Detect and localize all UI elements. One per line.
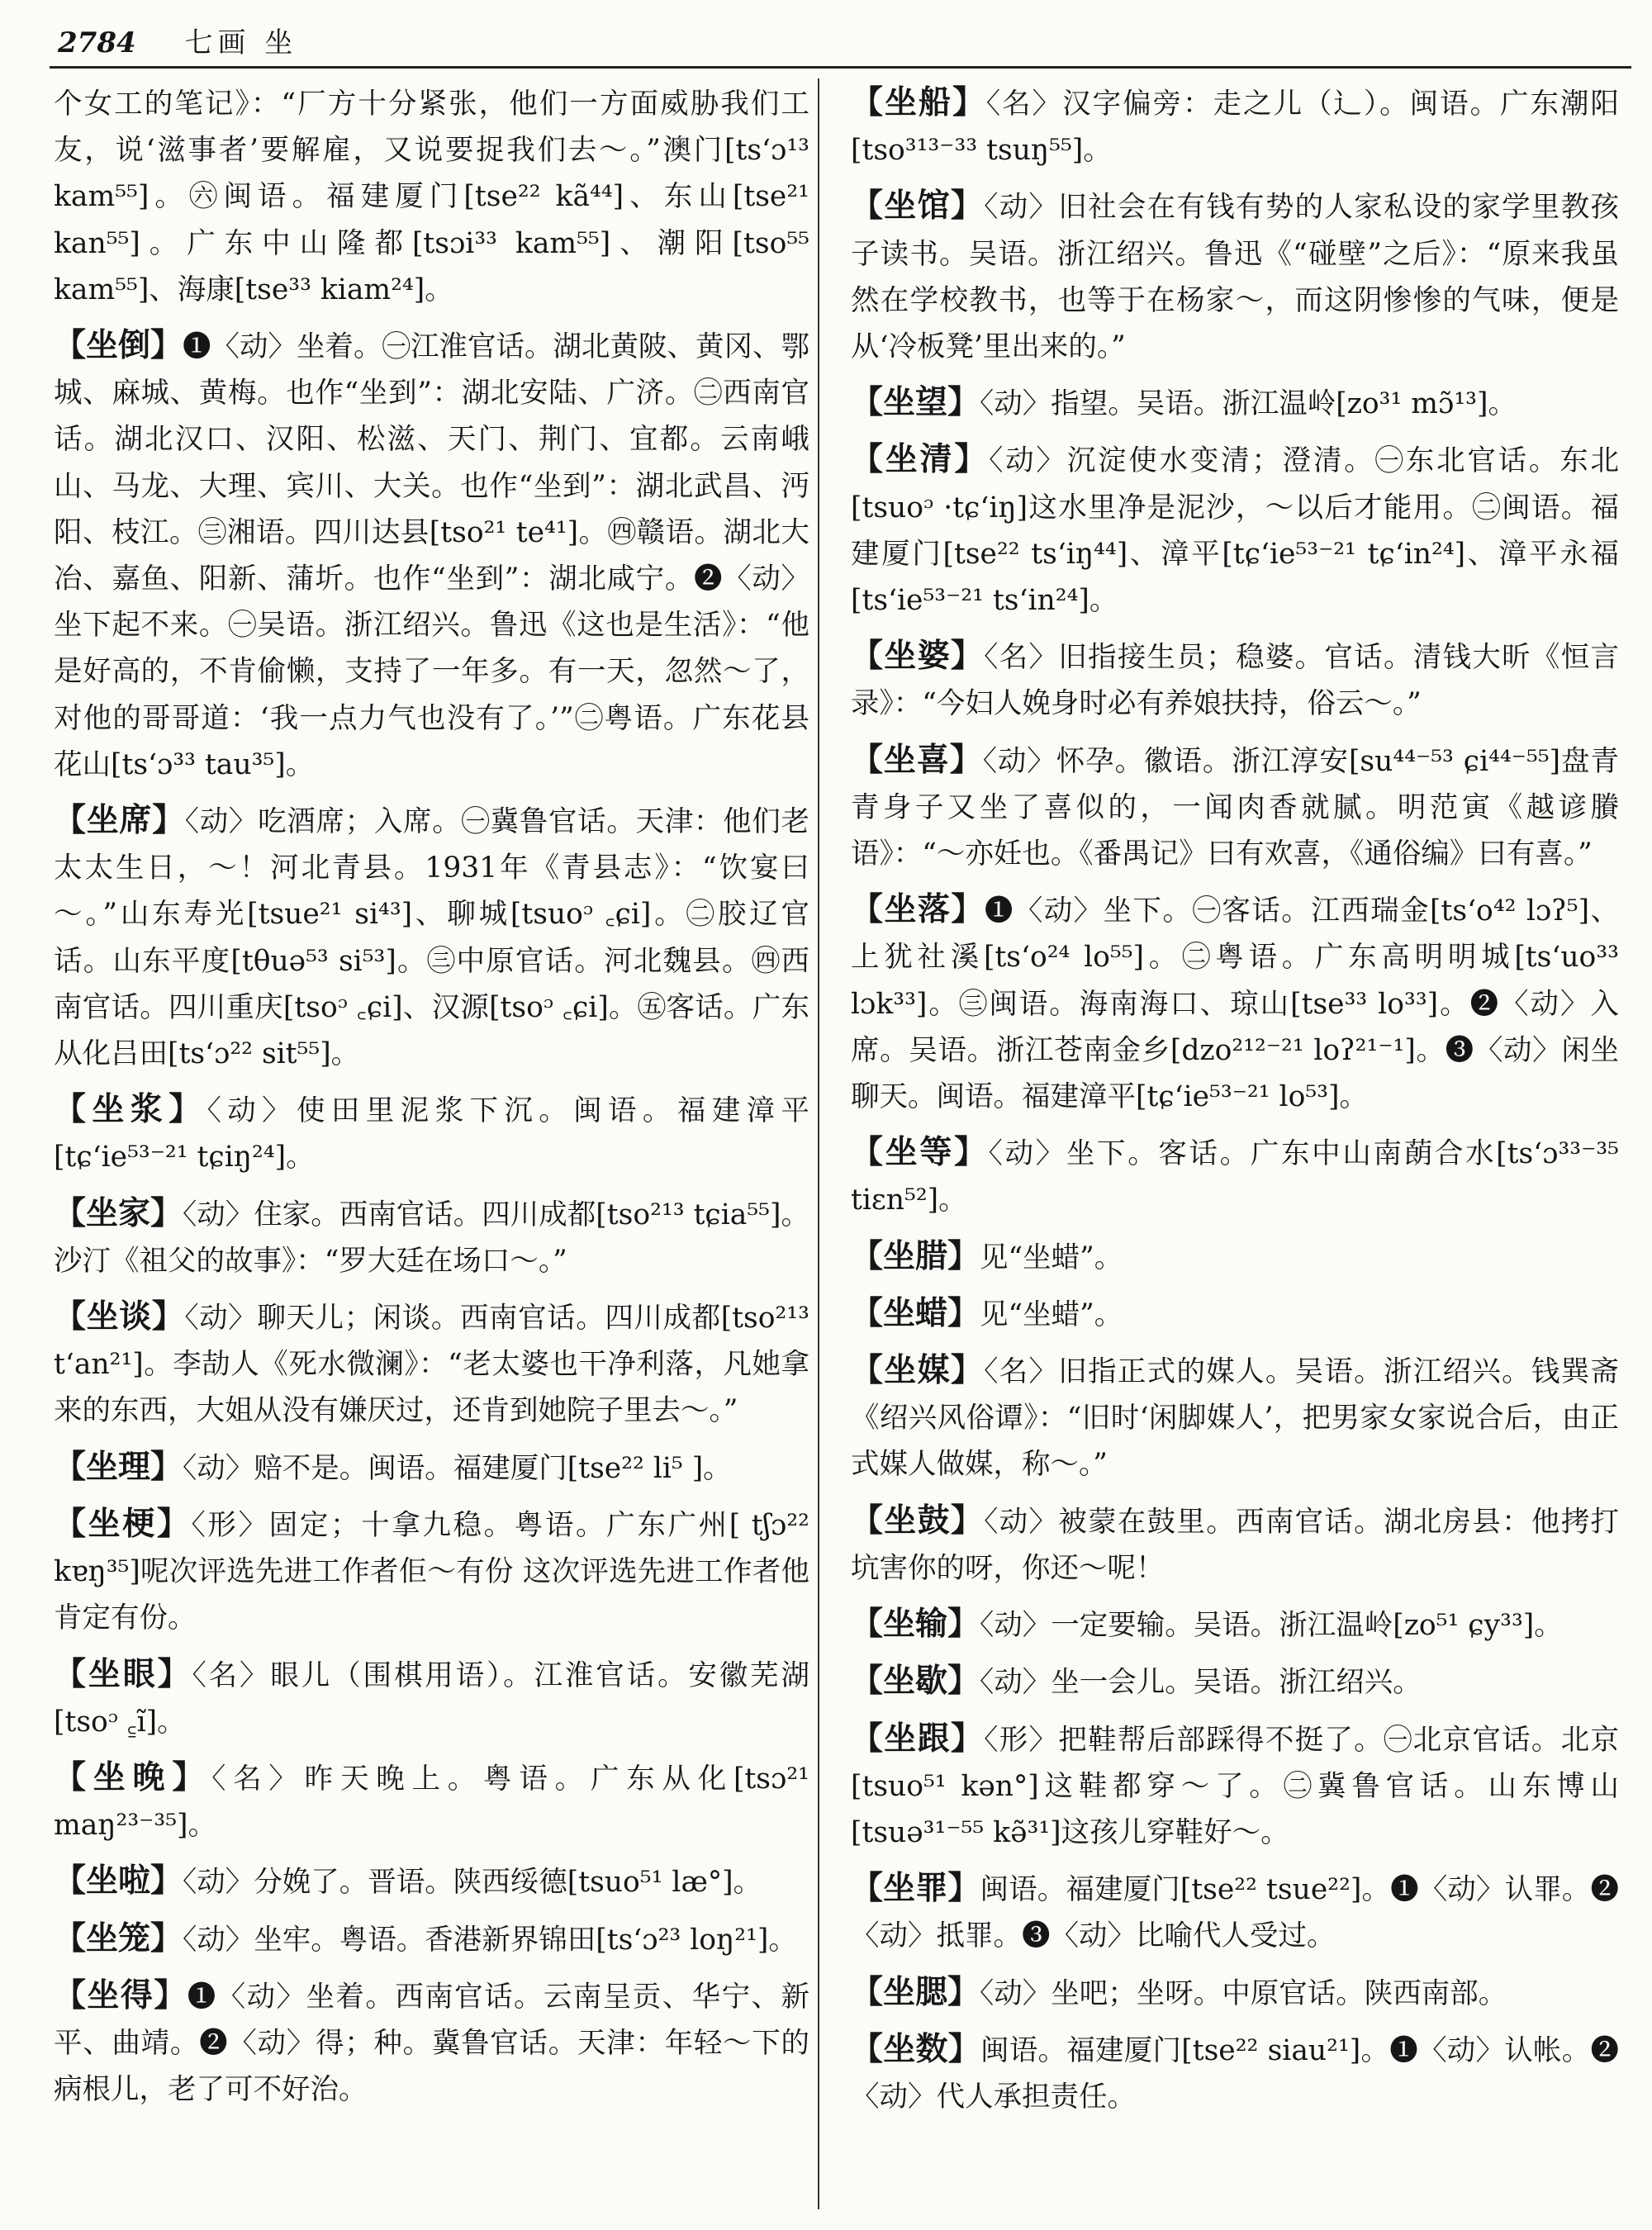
entry-headword: 【坐晚】 [54, 1758, 212, 1796]
entry-body: 见“坐蜡”。 [980, 1298, 1123, 1331]
right-column [851, 79, 1619, 2218]
dictionary-entry [851, 2026, 1619, 2120]
entry-headword: 【坐席】 [54, 801, 185, 840]
dictionary-entry [851, 1969, 1619, 2017]
entry-body: 〈动〉旧社会在有钱有势的人家私设的家学里教孩子读书。吴语。浙江绍兴。鲁迅《“碰壁”之后》：“原来我虽然在学校教书，也等于在杨家～，而这阴惨惨的气味，便是从‘冷板凳’里出来的。” [851, 191, 1619, 364]
dictionary-entry [54, 1293, 809, 1435]
entry-headword: 【坐梗】 [54, 1504, 192, 1543]
entry-headword: 【坐浆】 [54, 1090, 207, 1129]
entry-headword: 【坐数】 [851, 2029, 981, 2068]
entry-headword: 【坐输】 [851, 1605, 980, 1644]
entry-headword: 【坐谈】 [54, 1298, 185, 1336]
entry-body: 〈动〉吃酒席；入席。㊀冀鲁官话。天津：他们老太太生日，～！河北青县。1931年《青县志》：“饮宴曰～。”山东寿光[tsue²¹ si⁴³]、聊城[tsuoᵓ ꜀ɕi]。㊁胶辽官话。山东平度[tθuə⁵³ si⁵³]。㊂中原官话。河北魏县。㊃西南官话。四川重庆[tsoᵓ ꜀ɕi]、汉源[tsoᵓ ꜀ɕi]。㊄客话。广东从化吕田[ts‘ɔ²² sit⁵⁵]。 [54, 805, 809, 1071]
dictionary-entry [54, 797, 809, 1077]
entry-body: 闽语。福建厦门[tse²² tsue²²]。❶〈动〉认罪。❷〈动〉抵罪。❸〈动〉比喻代人受过。 [851, 1873, 1619, 1953]
entry-body: 〈动〉聊天儿；闲谈。西南官话。四川成都[tso²¹³ t‘an²¹]。李劼人《死水微澜》：“老太婆也干净利落，凡她拿来的东西，大姐从没有嫌厌过，还肯到她院子里去～。” [54, 1302, 809, 1428]
dictionary-entry [851, 79, 1619, 173]
entry-body: 〈动〉被蒙在鼓里。西南官话。湖北房县：他拷打坑害你的呀，你还～呢！ [851, 1505, 1619, 1585]
entry-headword: 【坐得】 [54, 1976, 188, 2014]
entry-body: 〈动〉住家。西南官话。四川成都[tso²¹³ tɕia⁵⁵]。沙汀《祖父的故事》：“罗大廷在场口～。” [54, 1198, 809, 1278]
dictionary-entry [851, 183, 1619, 370]
header-rule [50, 66, 1631, 69]
dictionary-entry [851, 1658, 1619, 1706]
entry-body: 〈形〉固定；十拿九稳。粤语。广东广州[ tʃɔ²² kɐŋ³⁵]呢次评选先进工作者佢～有份 这次评选先进工作者他肯定有份。 [54, 1508, 809, 1635]
section-title: 七画 坐 [184, 26, 298, 59]
entry-headword: 【坐等】 [851, 1133, 989, 1172]
entry-body: ❶〈动〉坐着。西南官话。云南呈贡、华宁、新平、曲靖。❷〈动〉得；种。冀鲁官话。天津：年轻～下的病根儿，老了可不好治。 [54, 1980, 809, 2107]
entry-headword: 【坐跟】 [851, 1719, 985, 1758]
entry-headword: 【坐笼】 [54, 1919, 183, 1957]
entry-body: 〈名〉眼儿（围棋用语）。江淮官话。安徽芜湖[tsoᵓ ꜁ĩ]。 [54, 1658, 809, 1739]
dictionary-entry [54, 1915, 809, 1963]
entry-body: 见“坐蜡”。 [980, 1241, 1123, 1274]
entry-body: 〈动〉怀孕。徽语。浙江淳安[su⁴⁴⁻⁵³ ɕi⁴⁴⁻⁵⁵]盘青青身子又坐了喜似的，一闻肉香就腻。明范寅《越谚賸语》：“～亦妊也。《番禺记》曰有欢喜，《通俗编》曰有喜。” [851, 744, 1619, 871]
entry-headword: 【坐喜】 [851, 740, 983, 779]
dictionary-entry [54, 1086, 809, 1180]
entry-headword: 【坐家】 [54, 1193, 183, 1232]
entry-body: 〈动〉指望。吴语。浙江温岭[zo³¹ mɔ̃¹³]。 [980, 387, 1517, 421]
entry-body: 〈名〉昨天晚上。粤语。广东从化[tsɔ²¹ maŋ²³⁻³⁵]。 [54, 1762, 809, 1843]
dictionary-entry [851, 633, 1619, 727]
dictionary-entry [54, 322, 809, 788]
dictionary-entry [851, 1233, 1619, 1281]
entry-body: 〈动〉沉淀使水变清；澄清。㊀东北官话。东北[tsuoᵓ ·tɕ‘iŋ]这水里净是泥沙，～以后才能用。㊁闽语。福建厦门[tse²² ts‘iŋ⁴⁴]、漳平[tɕ‘ie⁵³⁻²¹ tɕ‘in²⁴]、漳平永福[ts‘ie⁵³⁻²¹ ts‘in²⁴]。 [851, 444, 1619, 618]
entry-headword: 【坐婆】 [851, 637, 985, 676]
entry-headword: 【坐理】 [54, 1447, 183, 1486]
entry-body: 〈动〉坐牢。粤语。香港新界锦田[ts‘ɔ²³ loŋ²¹]。 [183, 1923, 797, 1957]
entry-headword: 【坐腊】 [851, 1236, 980, 1275]
entry-body: 〈动〉坐下。客话。广东中山南蓢合水[ts‘ɔ³³⁻³⁵ tiɛn⁵²]。 [851, 1137, 1619, 1217]
dictionary-entry [851, 1347, 1619, 1488]
entry-headword: 【坐船】 [851, 83, 986, 121]
dictionary-entry [851, 1290, 1619, 1338]
entry-body: 〈名〉旧指正式的媒人。吴语。浙江绍兴。钱巽斋《绍兴风俗谭》：“旧时‘闲脚媒人’，把男家女家说合后，由正式媒人做媒，称～。” [851, 1355, 1619, 1482]
entry-headword: 【坐倒】 [54, 326, 183, 365]
entry-headword: 【坐腮】 [851, 1972, 980, 2011]
entry-body: 〈动〉一定要输。吴语。浙江温岭[zo⁵¹ ɕy³³]。 [980, 1609, 1563, 1643]
entry-headword: 【坐歇】 [851, 1662, 980, 1701]
entry-headword: 【坐落】 [851, 890, 985, 929]
entry-body: 〈动〉分娩了。晋语。陕西绥德[tsuo⁵¹ læ°]。 [183, 1866, 762, 1900]
dictionary-entry [851, 1715, 1619, 1857]
dictionary-entry [54, 1754, 809, 1848]
entry-body: 〈形〉把鞋帮后部踩得不挺了。㊀北京官话。北京[tsuo⁵¹ kən°]这鞋都穿～了。㊁冀鲁官话。山东博山[tsuə³¹⁻⁵⁵ kə̃³¹]这孩儿穿鞋好～。 [851, 1723, 1619, 1849]
dictionary-entry [851, 379, 1619, 427]
entry-headword: 【坐鼓】 [851, 1501, 985, 1540]
dictionary-entry [54, 1972, 809, 2114]
dictionary-entry [54, 1501, 809, 1642]
dictionary-entry [851, 1601, 1619, 1649]
page-number: 2784 [58, 26, 136, 59]
entry-headword: 【坐望】 [851, 383, 980, 422]
dictionary-entry [54, 1858, 809, 1905]
entry-body: 〈动〉赔不是。闽语。福建厦门[tse²² li⁵ ]。 [183, 1451, 732, 1485]
entry-body: ❶〈动〉坐着。㊀江淮官话。湖北黄陂、黄冈、鄂城、麻城、黄梅。也作“坐到”：湖北安陆、广济。㊁西南官话。湖北汉口、汉阳、松滋、天门、荆门、宜都。云南峨山、马龙、大理、宾川、大关。也作“坐到”：湖北武昌、沔阳、枝江。㊂湘语。四川达县[tso²¹ te⁴¹]。㊃赣语。湖北大冶、嘉鱼、阳新、蒲圻。也作“坐到”：湖北咸宁。❷〈动〉坐下起不来。㊀吴语。浙江绍兴。鲁迅《这也是生活》：“他是好高的，不肯偷懒，支持了一年多。有一天，忽然～了，对他的哥哥道：‘我一点力气也没有了。’”㊁粤语。广东花县花山[ts‘ɔ³³ tau³⁵]。 [54, 330, 809, 781]
dictionary-entry [851, 737, 1619, 878]
dictionary-entry [851, 1129, 1619, 1223]
dictionary-entry [851, 1865, 1619, 1959]
entry-body: 〈名〉汉字偏旁：走之儿（辶）。闽语。广东潮阳[tso³¹³⁻³³ tsuŋ⁵⁵]。 [851, 88, 1619, 168]
entry-body: 〈动〉坐吧；坐呀。中原官话。陕西南部。 [980, 1976, 1507, 2010]
entry-headword: 【坐眼】 [54, 1654, 192, 1693]
entry-body: 〈动〉坐一会儿。吴语。浙江绍兴。 [980, 1666, 1422, 1700]
entry-headword: 【坐蜡】 [851, 1293, 980, 1332]
entry-body: 〈动〉使田里泥浆下沉。闽语。福建漳平[tɕ‘ie⁵³⁻²¹ tɕiŋ²⁴]。 [54, 1094, 809, 1174]
column-divider [818, 78, 819, 2209]
entry-headword: 【坐啦】 [54, 1862, 183, 1900]
entry-body: 〈名〉旧指接生员；稳婆。官话。清钱大昕《恒言录》：“今妇人娩身时必有养娘扶持，俗云～。” [851, 641, 1619, 721]
dictionary-entry [54, 1190, 809, 1284]
dictionary-entry [54, 79, 809, 313]
dictionary-entry [851, 1497, 1619, 1592]
dictionary-entry [54, 1444, 809, 1492]
entry-headword: 【坐罪】 [851, 1869, 980, 1908]
dictionary-entry [851, 436, 1619, 624]
entry-headword: 【坐馆】 [851, 187, 985, 225]
entry-headword: 【坐媒】 [851, 1351, 985, 1390]
page-header [58, 23, 1627, 63]
entry-body: 闽语。福建厦门[tse²² siau²¹]。❶〈动〉认帐。❷〈动〉代人承担责任。 [851, 2033, 1619, 2114]
entry-body: 个女工的笔记》：“厂方十分紧张，他们一方面威胁我们工友，说‘滋事者’要解雇，又说要捉我们去～。”澳门[ts‘ɔ¹³ kam⁵⁵]。㊅闽语。福建厦门[tse²² kã⁴⁴]、东山[tse²¹ kan⁵⁵]。广东中山隆都[tsɔi³³ kam⁵⁵]、潮阳[tso⁵⁵ kam⁵⁵]、海康[tse³³ kiam²⁴]。 [54, 88, 809, 306]
dictionary-entry [54, 1651, 809, 1745]
left-column [54, 79, 809, 2218]
entry-body: ❶〈动〉坐下。㊀客话。江西瑞金[ts‘o⁴² lɔʔ⁵]、上犹社溪[ts‘o²⁴ lo⁵⁵]。㊁粤语。广东高明明城[ts‘uo³³ lɔk³³]。㊂闽语。海南海口、琼山[tse³³ lo³³]。❷〈动〉入席。吴语。浙江苍南金乡[dzo²¹²⁻²¹ loʔ²¹⁻¹]。❸〈动〉闲坐聊天。闽语。福建漳平[tɕ‘ie⁵³⁻²¹ lo⁵³]。 [851, 894, 1619, 1114]
dictionary-entry [851, 886, 1619, 1120]
entry-headword: 【坐清】 [851, 440, 990, 479]
